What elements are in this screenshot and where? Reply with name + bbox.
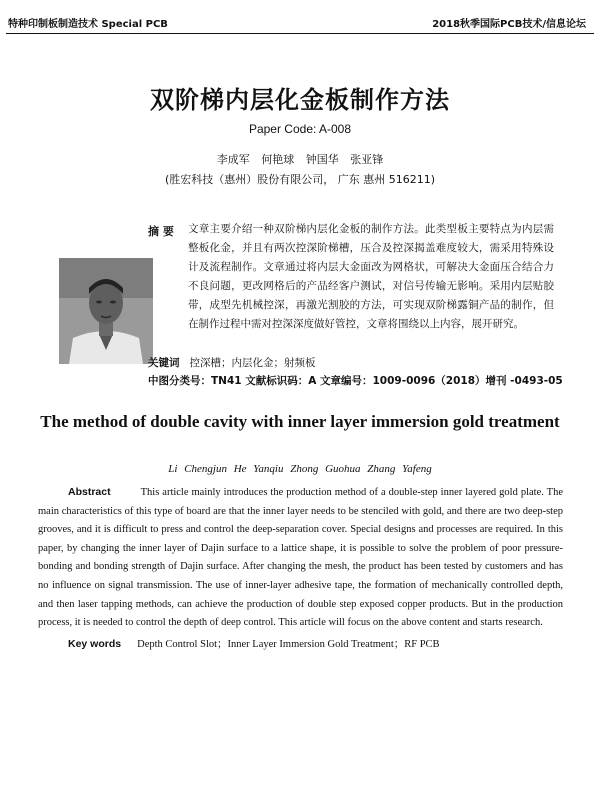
authors-en: Li Chengjun He Yanqiu Zhong Guohua Zhang Yafeng xyxy=(168,463,432,475)
paper-code: Paper Code: A-008 xyxy=(248,122,352,136)
classification-line: 中图分类号：TN41 文献标识码：A 文章编号：1009-0096（2018）增刊 -0493-05 xyxy=(148,375,563,387)
authors-cn: 李成军 何艳球 钟国华 张亚锋 xyxy=(216,153,384,166)
abstract-en-text: This article mainly introduces the production method of a double-step inner layered gold plate. The main characteristics of this type of board are that the inner layer needs to be stenciled with gold, and there are two deep-step grooves, and it is difficult to press and control the deep-separation cover. Special designs and processes are required. In this paper, by changing the inner layer of Dajin surface to a lattice shape, it is possible to solve the problem of poor pressure-bonding and bonding strength of Dajin surface. After changing the mesh, the product has been tested by customers and has no influence on signal transmission. The use of inner-layer adhesive tape, the formation of mechanically controlled depth, and then laser tapping methods, can achieve the production of double step exposed copper products. But in the production process, it is needed to control the depth of deep control. This article will focus on the above content and starts research. xyxy=(38,487,563,629)
author-photo xyxy=(59,258,153,364)
abstract-en xyxy=(38,484,563,633)
keywords-cn-value: 控深槽；内层化金；射频板 xyxy=(189,357,316,369)
header-rule xyxy=(6,33,594,34)
header-left-text: 特种印制板制造技术 Special PCB xyxy=(8,19,168,30)
affiliation-cn: (胜宏科技（惠州）股份有限公司， 广东 惠州 516211) xyxy=(164,173,436,186)
keywords-en xyxy=(68,636,440,651)
abstract-en-label: Abstract xyxy=(68,486,111,498)
abstract-cn-label: 摘 要 xyxy=(148,225,174,238)
header-right-text: 2018秋季国际PCB技术/信息论坛 xyxy=(432,19,586,30)
author-portrait-image xyxy=(59,258,153,364)
paper-title-en: The method of double cavity with inner layer immersion gold treatment xyxy=(40,412,560,431)
paper-title-cn: 双阶梯内层化金板制作方法 xyxy=(150,86,450,114)
keywords-en-label: Key words xyxy=(68,638,122,650)
abstract-cn-text: 文章主要介绍一种双阶梯内层化金板的制作方法。此类型板主要特点为内层需整板化金，并且有两次控深阶梯槽，压合及控深揭盖难度较大，需采用特殊设计及流程制作。文章通过将内层大金面改为网格状，可解决大金面压合结合力不良问题，更改网格后的产品经客户测试，对信号传输无影响。采用内层贴胶带，成型先机械控深，再激光割胶的方法，可实现双阶梯露铜产品的制作，但在制作过程中需对控深深度做好管控，文章将围绕以上内容，展开研究。 xyxy=(188,223,554,330)
keywords-en-value: Depth Control Slot；Inner Layer Immersion Gold Treatment；RF PCB xyxy=(137,639,440,650)
keywords-cn-label: 关键词 xyxy=(148,357,180,369)
running-header xyxy=(0,0,600,30)
keywords-cn xyxy=(148,355,316,370)
